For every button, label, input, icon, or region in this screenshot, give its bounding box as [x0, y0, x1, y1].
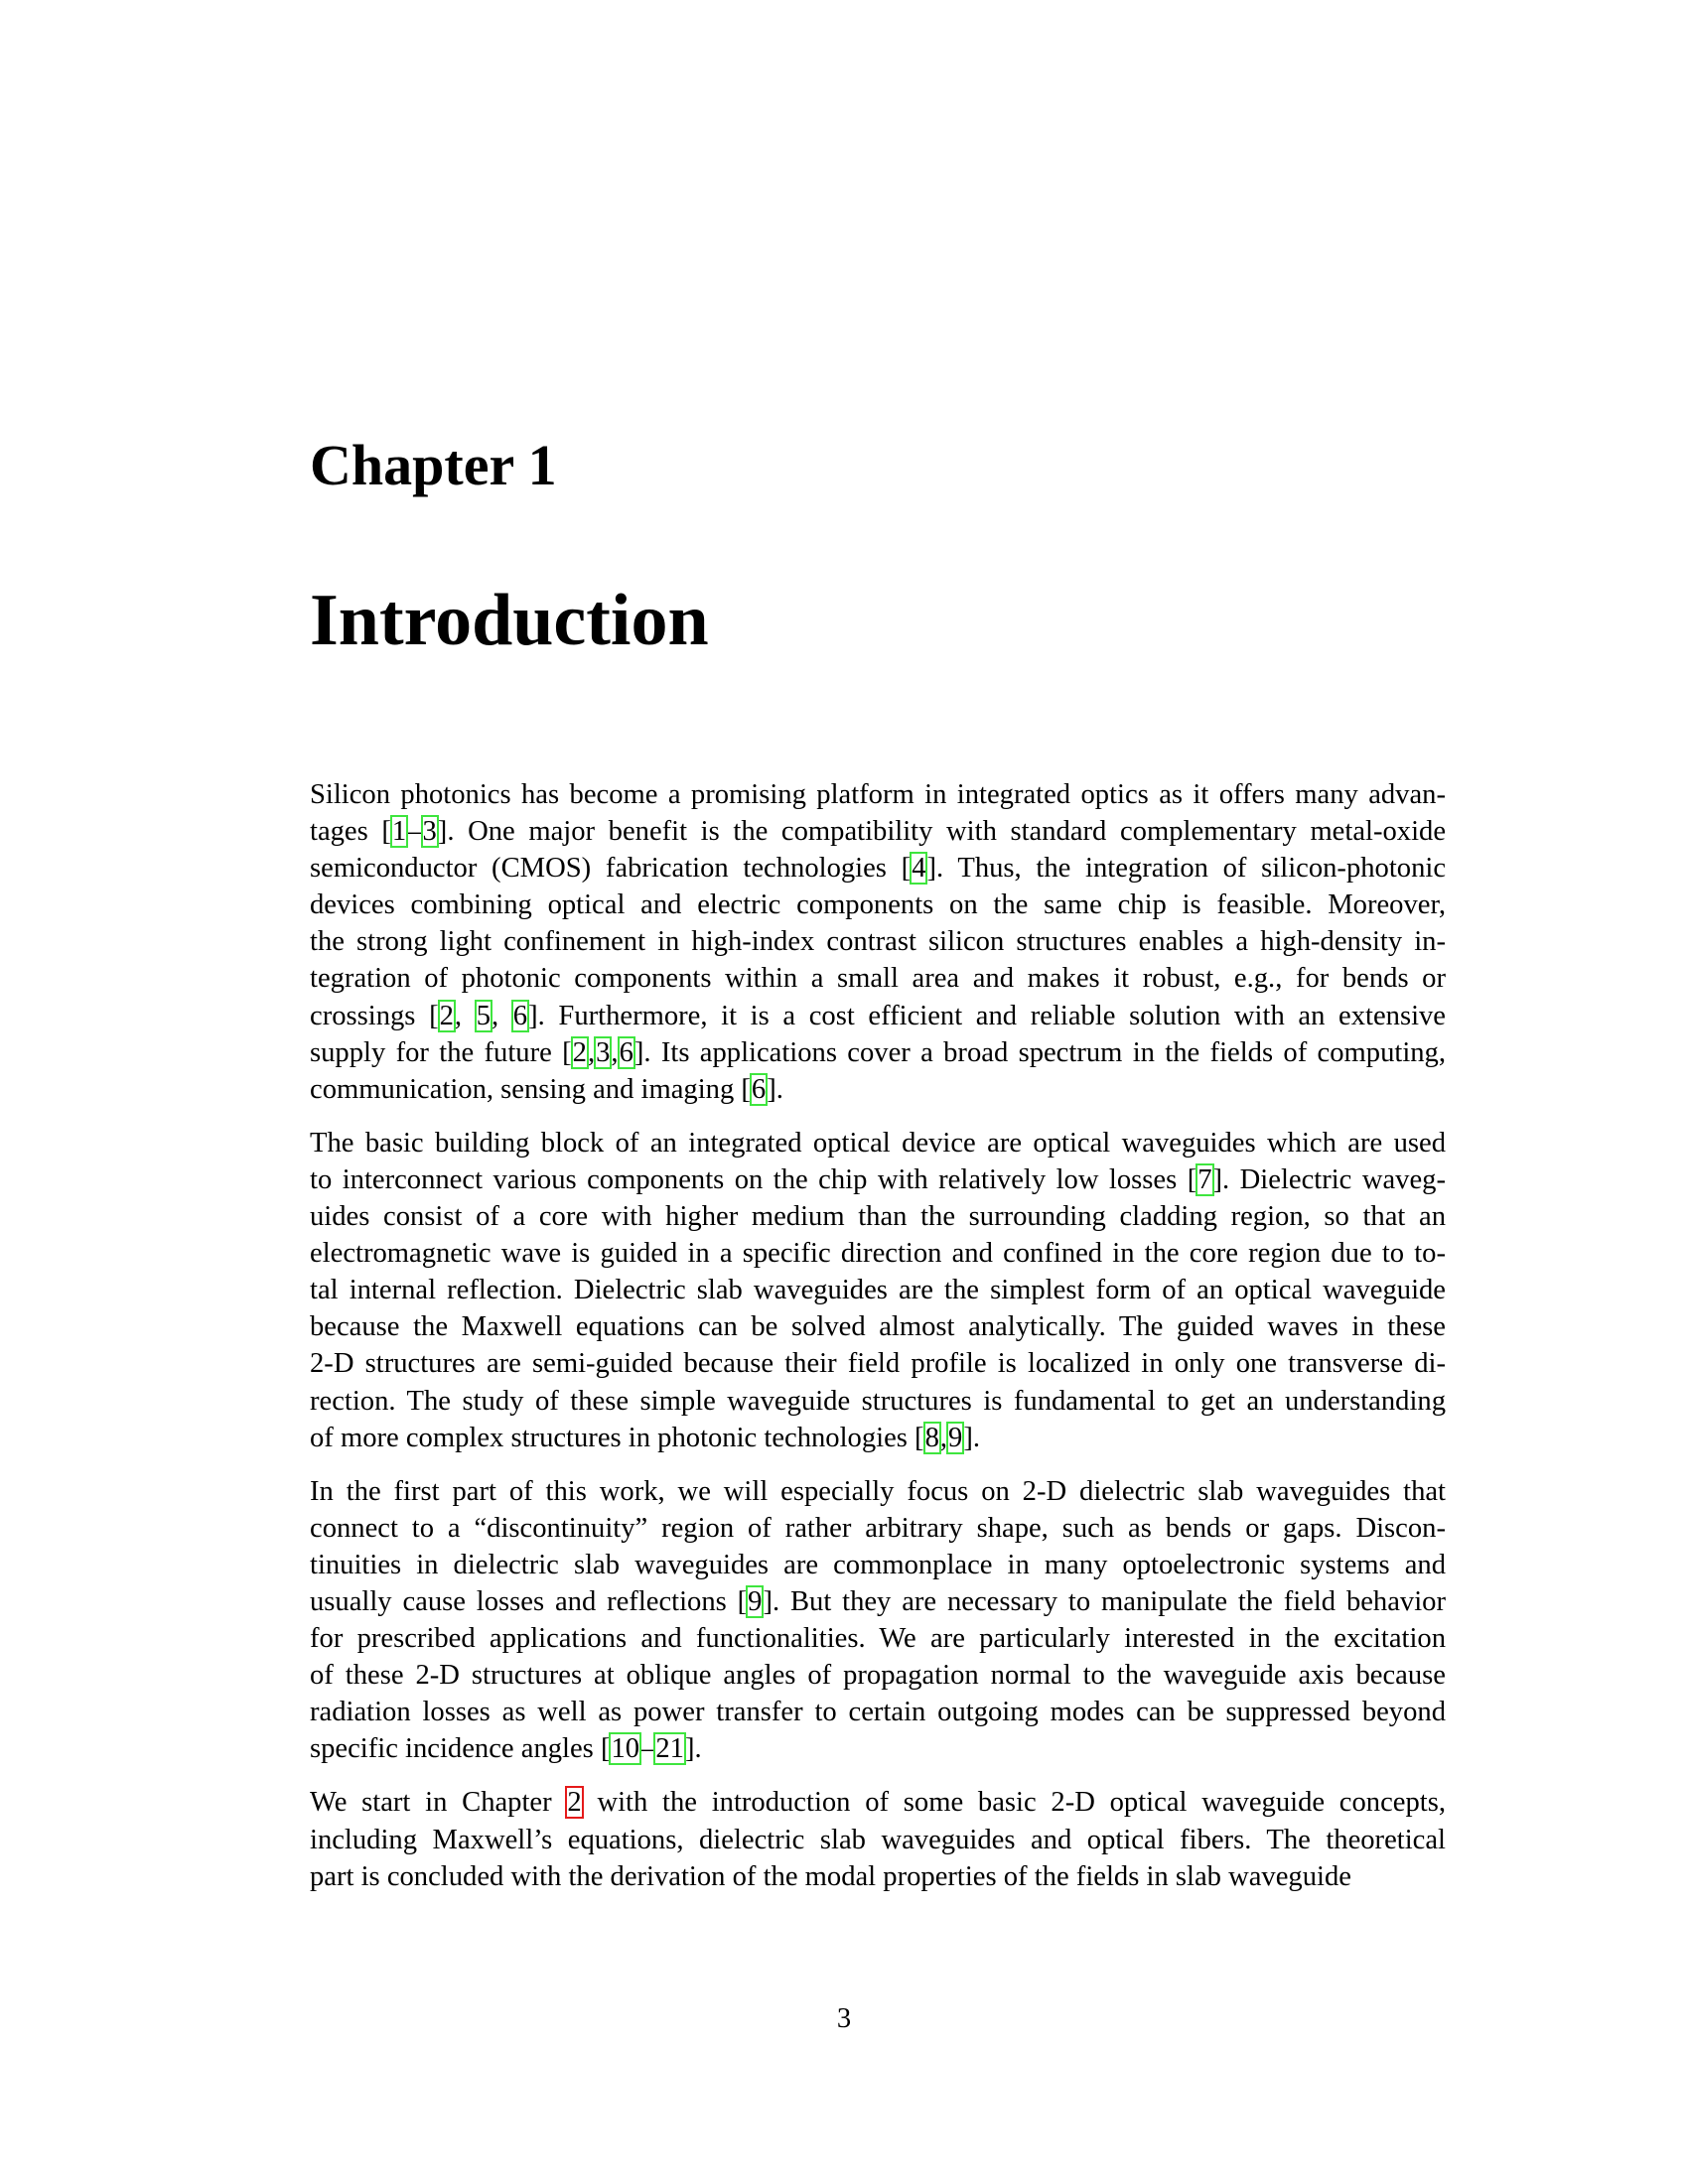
text-run: ]. Dielectric waveg-	[1212, 1163, 1446, 1195]
text-run: devices combining optical and electric components on the same chip is feasible. Moreover,	[310, 889, 1446, 921]
text-run: Silicon photonics has become a promising platform in integrated optics as it offers many advan-	[310, 779, 1446, 810]
citation-link[interactable]: 21	[655, 1733, 684, 1765]
citation-link[interactable]: 3	[596, 1036, 611, 1068]
text-line	[310, 1034, 1446, 1071]
citation-link[interactable]: 1	[391, 816, 407, 848]
text-run: of these 2-D structures at oblique angles of propagation normal to the waveguide axis because	[310, 1660, 1446, 1692]
text-run: crossings [	[310, 1000, 439, 1031]
text-line	[310, 1235, 1446, 1272]
citation-link[interactable]: 9	[748, 1585, 763, 1617]
text-run: radiation losses as well as power transfer to certain outgoing modes can be suppressed beyond	[310, 1697, 1446, 1728]
text-run: to interconnect various components on the chip with relatively low losses [	[310, 1163, 1197, 1195]
citation-link[interactable]: 5	[476, 1000, 491, 1031]
text-line	[310, 1308, 1446, 1345]
text-run: the strong light confinement in high-index contrast silicon structures enables a high-density in-	[310, 926, 1446, 958]
text-line	[310, 1547, 1446, 1583]
citation-link[interactable]: 2	[572, 1036, 587, 1068]
text-line	[310, 1071, 1446, 1108]
text-run: because the Maxwell equations can be solved almost analytically. The guided waves in these	[310, 1311, 1446, 1343]
text-run: tinuities in dielectric slab waveguides are commonplace in many optoelectronic systems and	[310, 1549, 1446, 1580]
citation-link[interactable]: 9	[948, 1422, 963, 1453]
text-run: with the introduction of some basic 2-D optical waveguide concepts,	[582, 1787, 1446, 1819]
text-run: specific incidence angles [	[310, 1733, 611, 1765]
citation-link[interactable]: 2	[439, 1000, 454, 1031]
text-run: including Maxwell’s equations, dielectric slab waveguides and optical fibers. The theoretical	[310, 1824, 1446, 1855]
text-run: In the first part of this work, we will especially focus on 2-D dielectric slab waveguides that	[310, 1475, 1446, 1507]
text-run: semiconductor (CMOS) fabrication technologies [	[310, 853, 912, 885]
text-run: ,	[939, 1422, 948, 1453]
text-line	[310, 1125, 1446, 1161]
text-line	[310, 1620, 1446, 1657]
text-line	[310, 1583, 1446, 1620]
text-run: ,	[587, 1036, 596, 1068]
text-run: ]. One major benefit is the compatibility with standard complementary metal-oxide	[437, 816, 1447, 848]
text-line	[310, 813, 1446, 850]
text-line	[310, 1694, 1446, 1730]
text-run: usually cause losses and reflections [	[310, 1585, 748, 1617]
text-run: rection. The study of these simple waveguide structures is fundamental to get an understanding	[310, 1385, 1446, 1417]
text-run: connect to a “discontinuity” region of rather arbitrary shape, such as bends or gaps. Discon-	[310, 1512, 1446, 1544]
text-line	[310, 960, 1446, 997]
citation-link[interactable]: 6	[619, 1036, 633, 1068]
text-run: The basic building block of an integrated optical device are optical waveguides which are used	[310, 1127, 1446, 1159]
body-paragraph	[310, 1473, 1446, 1768]
text-line	[310, 1198, 1446, 1235]
text-run: electromagnetic wave is guided in a specific direction and confined in the core region due to to-	[310, 1238, 1446, 1270]
text-line	[310, 998, 1446, 1034]
body-paragraph	[310, 1125, 1446, 1456]
text-run: ,	[611, 1036, 619, 1068]
citation-link[interactable]: 4	[912, 853, 926, 885]
text-run: tal internal reflection. Dielectric slab waveguides are the simplest form of an optical waveguide	[310, 1275, 1446, 1306]
text-line	[310, 1822, 1446, 1858]
text-run: ]. But they are necessary to manipulate the field behavior	[763, 1585, 1446, 1617]
text-line	[310, 1730, 1446, 1767]
text-line	[310, 1345, 1446, 1382]
text-run: We start in Chapter	[310, 1787, 567, 1819]
text-line	[310, 1420, 1446, 1456]
text-line	[310, 776, 1446, 813]
text-line	[310, 1858, 1446, 1895]
text-line	[310, 887, 1446, 923]
text-line	[310, 1383, 1446, 1420]
text-run: tegration of photonic components within a small area and makes it robust, e.g., for bends or	[310, 963, 1446, 995]
body-text	[310, 776, 1446, 1912]
chapter-title: Introduction	[310, 580, 709, 661]
citation-link[interactable]: 3	[422, 816, 437, 848]
text-run: ,	[492, 1000, 512, 1031]
citation-link[interactable]: 6	[512, 1000, 528, 1031]
text-line	[310, 1510, 1446, 1547]
text-line	[310, 1657, 1446, 1694]
text-run: 2-D structures are semi-guided because their field profile is localized in only one transverse di-	[310, 1348, 1446, 1380]
page-number: 3	[836, 2003, 852, 2034]
text-run: –	[640, 1733, 655, 1765]
text-line	[310, 850, 1446, 887]
text-run: ,	[454, 1000, 476, 1031]
citation-link[interactable]: 10	[611, 1733, 640, 1765]
text-run: communication, sensing and imaging [	[310, 1073, 751, 1105]
text-run: uides consist of a core with higher medium than the surrounding cladding region, so that an	[310, 1201, 1446, 1233]
text-line	[310, 1161, 1446, 1198]
body-paragraph	[310, 776, 1446, 1108]
body-paragraph	[310, 1784, 1446, 1894]
text-run: tages [	[310, 816, 391, 848]
text-run: ].	[963, 1422, 980, 1453]
citation-link[interactable]: 7	[1197, 1163, 1212, 1195]
text-line	[310, 1784, 1446, 1821]
chapter-reference-link[interactable]: 2	[567, 1787, 582, 1819]
citation-link[interactable]: 6	[751, 1073, 767, 1105]
text-run: ]. Its applications cover a broad spectrum in the fields of computing,	[633, 1036, 1447, 1068]
text-line	[310, 1272, 1446, 1308]
citation-link[interactable]: 8	[924, 1422, 939, 1453]
text-run: ].	[767, 1073, 783, 1105]
text-line	[310, 923, 1446, 960]
text-run: supply for the future [	[310, 1036, 572, 1068]
text-run: ]. Thus, the integration of silicon-photonic	[926, 853, 1447, 885]
text-run: ].	[684, 1733, 702, 1765]
chapter-label: Chapter 1	[310, 433, 557, 497]
text-line	[310, 1473, 1446, 1510]
text-run: for prescribed applications and functionalities. We are particularly interested in the excitation	[310, 1623, 1446, 1655]
text-run: part is concluded with the derivation of the modal properties of the fields in slab waveguide	[310, 1860, 1351, 1892]
text-run: ]. Furthermore, it is a cost efficient and reliable solution with an extensive	[528, 1000, 1446, 1031]
text-run: of more complex structures in photonic technologies [	[310, 1422, 924, 1453]
text-run: –	[407, 816, 422, 848]
